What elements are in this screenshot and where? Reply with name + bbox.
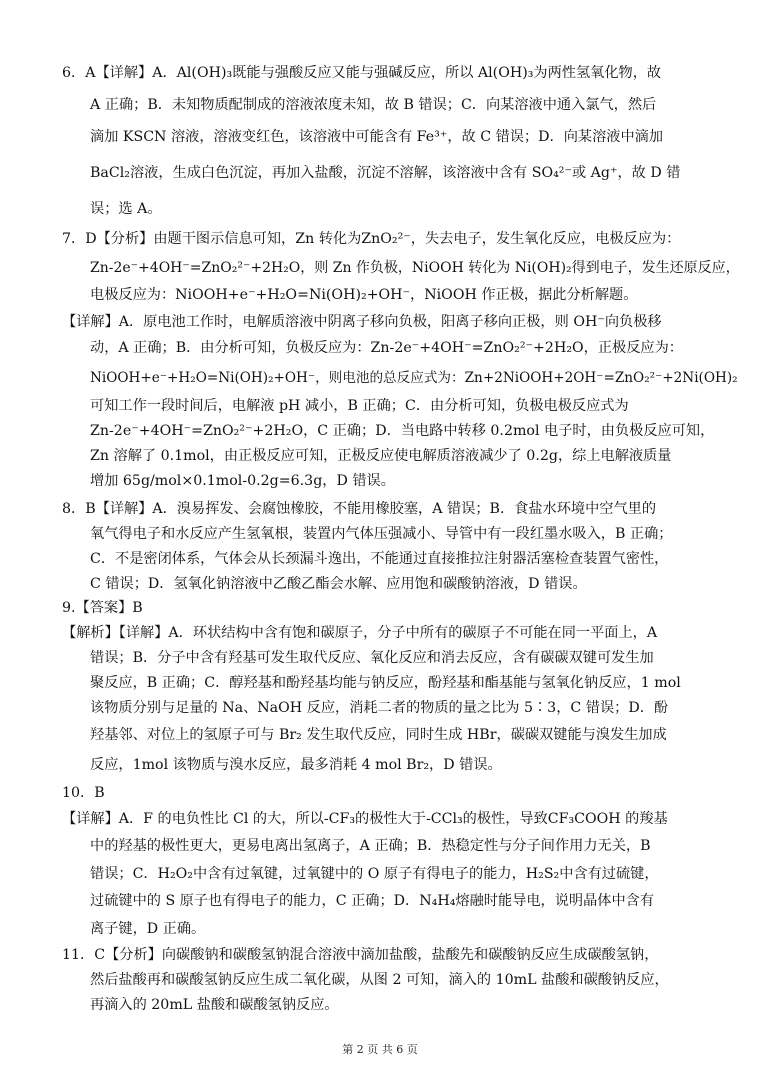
text-line: 该物质分别与足量的 Na、NaOH 反应，消耗二者的物质的量之比为 5∶3，C 错误；D．酚 [90,700,669,716]
text-line: Zn-2e⁻+4OH⁻=ZnO₂²⁻+2H₂O，C 正确；D．当电路中转移 0.2mol 电子时，由负极反应可知， [90,423,715,439]
text-line: 【详解】A．原电池工作时，电解质溶液中阴离子移向负极，阳离子移向正极，则 OH⁻向负极移 [62,314,662,330]
text-line: 中的羟基的极性更大，更易电离出氢离子，A 正确；B．热稳定性与分子间作用力无关，B [90,838,651,854]
text-line: 电极反应为：NiOOH+e⁻+H₂O=Ni(OH)₂+OH⁻，NiOOH 作正极，据此分析解题。 [90,287,638,303]
text-line: 错误；B．分子中含有羟基可发生取代反应、氧化反应和消去反应，含有碳碳双键可发生加 [90,650,654,666]
text-line: 误；选 A。 [90,201,162,217]
text-line: 再滴入的 20mL 盐酸和碳酸氢钠反应。 [90,997,339,1013]
text-line: 聚反应，B 正确；C．醇羟基和酚羟基均能与钠反应，酚羟基和酯基能与氢氧化钠反应，1 mol [90,675,681,691]
text-line: 6．A【详解】A．Al(OH)₃既能与强酸反应又能与强碱反应，所以 Al(OH)₃为两性氢氧化物，故 [62,65,662,81]
text-line: 氧气得电子和水反应产生氢氧根，装置内气体压强减小、导管中有一段红墨水吸入，B 正确； [90,526,673,542]
text-line: 羟基邻、对位上的氢原子可与 Br₂ 发生取代反应，同时生成 HBr，碳碳双键能与溴发生加成 [90,727,667,743]
text-line: C 错误；D．氢氧化钠溶液中乙酸乙酯会水解、应用饱和碳酸钠溶液，D 错误。 [90,576,587,592]
text-line: 动，A 正确；B．由分析可知，负极反应为：Zn-2e⁻+4OH⁻=ZnO₂²⁻+2H₂O，正极反应为： [90,340,683,356]
text-line: 可知工作一段时间后，电解液 pH 减小，B 正确；C．由分析可知，负极电极反应式为 [90,398,629,414]
text-line: 离子键，D 正确。 [90,921,206,937]
text-line: Zn 溶解了 0.1mol，由正极反应可知，正极反应使电解质溶液减少了 0.2g，综上电解液质量 [90,448,672,464]
text-line: 【解析】【详解】A．环状结构中含有饱和碳原子，分子中所有的碳原子不可能在同一平面上，A [62,625,658,641]
text-line: 增加 65g/mol×0.1mol-0.2g=6.3g，D 错误。 [90,473,395,489]
text-line: BaCl₂溶液，生成白色沉淀，再加入盐酸，沉淀不溶解，该溶液中含有 SO₄²⁻或 Ag⁺，故 D 错 [90,165,681,181]
text-line: 反应，1mol 该物质与溴水反应，最多消耗 4 mol Br₂，D 错误。 [90,757,502,773]
text-line: 【详解】A．F 的电负性比 Cl 的大，所以-CF₃的极性大于-CCl₃的极性，导致CF₃COOH 的羧基 [62,811,668,827]
text-line: 9.【答案】B [62,600,143,616]
page-footer: 第 2 页 共 6 页 [342,1043,418,1056]
text-line: 过硫键中的 S 原子也有得电子的能力，C 正确；D．N₄H₄熔融时能导电，说明晶体中含有 [90,893,655,909]
text-line: A 正确；B．未知物质配制成的溶液浓度未知，故 B 错误；C．向某溶液中通入氯气，然后 [90,97,657,113]
text-line: 滴加 KSCN 溶液，溶液变红色，该溶液中可能含有 Fe³⁺，故 C 错误；D．向某溶液中滴加 [90,129,664,145]
text-line: C．不是密闭体系，气体会从长颈漏斗逸出，不能通过直接推拉注射器活塞检查装置气密性， [90,551,669,567]
text-line: 11．C【分析】向碳酸钠和碳酸氢钠混合溶液中滴加盐酸，盐酸先和碳酸钠反应生成碳酸氢钠， [62,947,659,963]
text-line: NiOOH+e⁻+H₂O=Ni(OH)₂+OH⁻，则电池的总反应式为：Zn+2NiOOH+2OH⁻=ZnO₂²⁻+2Ni(OH)₂ [90,370,738,386]
text-line: Zn-2e⁻+4OH⁻=ZnO₂²⁻+2H₂O，则 Zn 作负极，NiOOH 转化为 Ni(OH)₂得到电子，发生还原反应， [90,260,740,276]
text-line: 8．B【详解】A．溴易挥发、会腐蚀橡胶，不能用橡胶塞，A 错误；B．食盐水环境中空气里的 [62,501,657,517]
text-line: 10．B [62,785,105,801]
text-line: 然后盐酸再和碳酸氢钠反应生成二氧化碳，从图 2 可知，滴入的 10mL 盐酸和碳酸钠反应， [90,972,669,988]
text-line: 7．D【分析】由题干图示信息可知，Zn 转化为ZnO₂²⁻，失去电子，发生氧化反应，电极反应为： [62,231,681,247]
text-line: 错误；C．H₂O₂中含有过氧键，过氧键中的 O 原子有得电子的能力，H₂S₂中含有过硫键， [90,866,659,882]
